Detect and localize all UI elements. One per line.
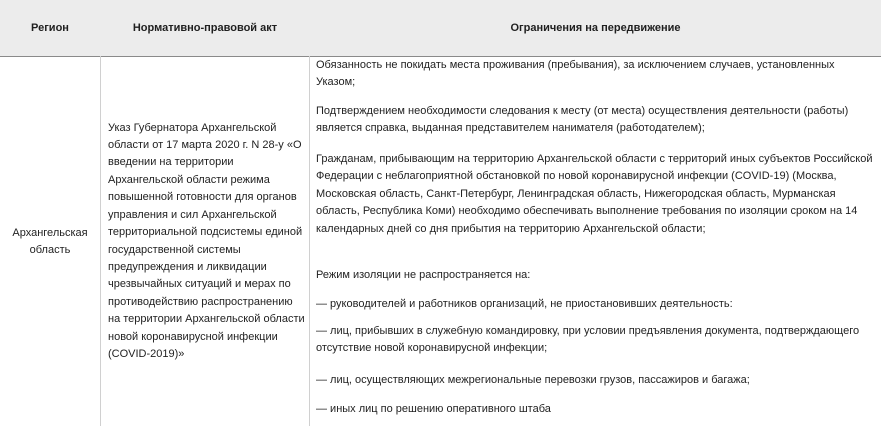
act-cell bbox=[101, 57, 309, 426]
region-name: Архангельская область bbox=[12, 226, 88, 256]
header-act: Нормативно-правовой акт bbox=[132, 22, 278, 34]
restriction-item: — лиц, осуществляющих межрегиональные перевозки грузов, пассажиров и багажа; bbox=[316, 374, 750, 386]
header-restrictions: Ограничения на передвижение bbox=[510, 22, 681, 34]
restriction-item: — иных лиц по решению оперативного штаба bbox=[316, 403, 551, 415]
restriction-item: — руководителей и работников организаций, не приостановивших деятельность: bbox=[316, 298, 733, 310]
act-text: Указ Губернатора Архангельской области от 17 марта 2020 г. N 28-у «О введении на территории Архангельской области режима повышенной готовности для органов управления и сил Архангельской территориальной подсистемы единой государственной системы предупреждения и ликвидации чрезвычайных ситуаций и мерах по противодействию распространению на территории Архангельской области новой коронавирусной инфекции (COVID-2019)» bbox=[108, 121, 305, 360]
restriction-item: Гражданам, прибывающим на территорию Архангельской области с территорий иных субъектов Российской Федерации с неблагоприятной обстановкой по новой коронавирусной инфекции (COVID-19) (Москва, Московская область, Санкт-Петербург, Ленинградская область, Нижегородская область, Мурманская область, Республика Коми) необходимо обеспечивать выполнение требования по изоляции сроком на 14 календарных дней со дня прибытия на территорию Архангельской области; bbox=[316, 153, 873, 235]
restriction-item: Режим изоляции не распространяется на: bbox=[316, 269, 531, 281]
table-row bbox=[0, 57, 881, 426]
header-region: Регион bbox=[31, 22, 69, 34]
restriction-item: Обязанность не покидать места проживания (пребывания), за исключением случаев, установленных Указом; bbox=[316, 59, 835, 89]
table-header bbox=[0, 0, 881, 57]
restrictions-cell bbox=[310, 57, 881, 426]
restriction-item: Подтверждением необходимости следования к месту (от места) осуществления деятельности (работы) является справка, выданная представителем нанимателя (работодателем); bbox=[316, 105, 849, 135]
region-cell bbox=[0, 57, 100, 426]
restriction-item: — лиц, прибывших в служебную командировку, при условии предъявления документа, подтверждающего отсутствие новой коронавирусной инфекции; bbox=[316, 325, 860, 355]
